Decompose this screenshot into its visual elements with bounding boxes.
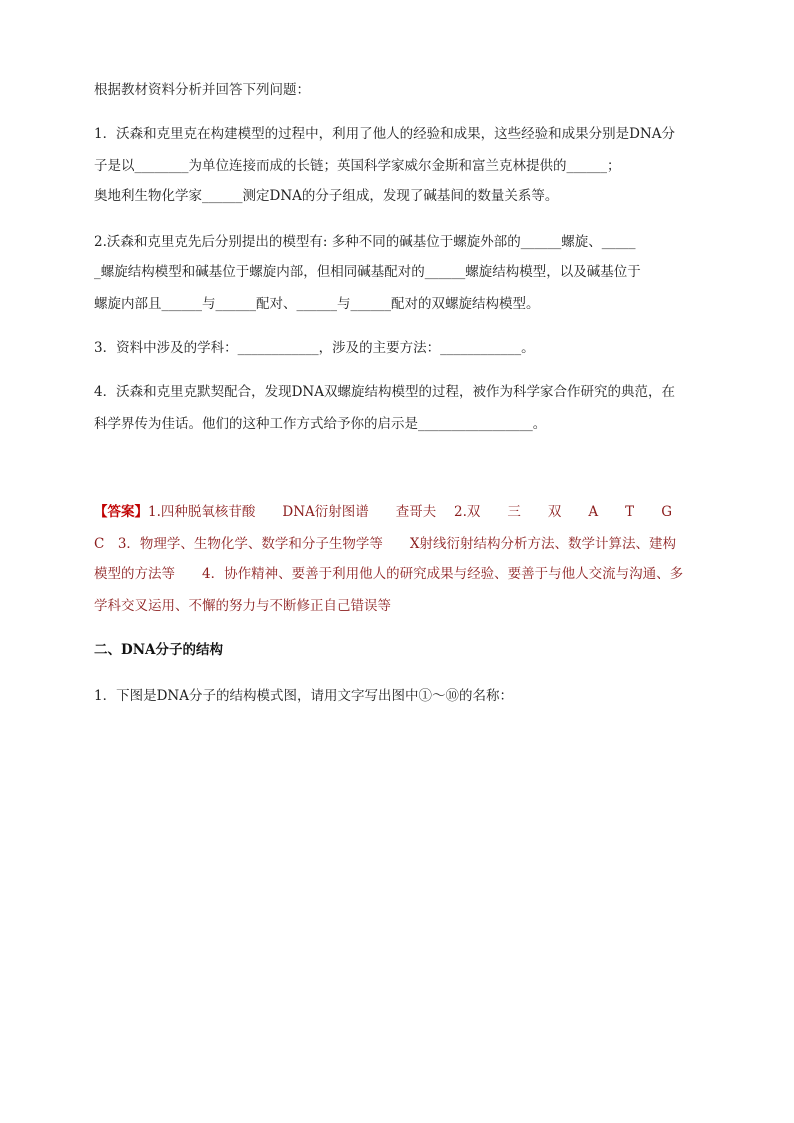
q2-line3: 螺旋内部且______与______配对、______与______配对的双螺旋结构模型。 [94,296,540,312]
answer-tag: 【答案】 [94,504,148,520]
answer-line1 [94,502,672,522]
q1-line1: 1．沃森和克里克在构建模型的过程中，利用了他人的经验和成果，这些经验和成果分别是DNA分 [94,126,675,142]
answer-line4: 学科交叉运用、不懈的努力与不断修正自己错误等 [94,598,391,614]
q2-line2: _螺旋结构模型和碱基位于螺旋内部，但相同碱基配对的______螺旋结构模型，以及碱基位于 [94,264,641,280]
q2-line1: 2.沃森和克里克先后分别提出的模型有: 多种不同的碱基位于螺旋外部的______螺旋、_____ [94,234,636,250]
answer-line1-text: 1.四种脱氧核苷酸 DNA衍射图谱 查哥夫 2.双 三 双 A T G [148,504,672,520]
answer-line2: C 3．物理学、生物化学、数学和分子生物学等 X射线衍射结构分析方法、数学计算法、建构 [94,536,677,552]
intro-text: 根据教材资料分析并回答下列问题： [94,82,310,98]
answer-line3: 模型的方法等 4．协作精神、要善于利用他人的研究成果与经验、要善于与他人交流与沟通、多 [94,566,684,582]
section2-q1: 1．下图是DNA分子的结构模式图，请用文字写出图中①～⑩的名称： [94,688,513,704]
q4-line1: 4．沃森和克里克默契配合，发现DNA双螺旋结构模型的过程，被作为科学家合作研究的典范，在 [94,384,675,400]
q3-line1: 3．资料中涉及的学科：____________，涉及的主要方法：____________。 [94,340,535,356]
q1-line3: 奥地利生物化学家______测定DNA的分子组成，发现了碱基间的数量关系等。 [94,188,559,204]
q4-line2: 科学界传为佳话。他们的这种工作方式给予你的启示是_________________。 [94,416,547,432]
q1-line2: 子是以________为单位连接而成的长链；英国科学家威尔金斯和富兰克林提供的______； [94,158,621,174]
section2-title: 二、DNA分子的结构 [94,642,224,658]
